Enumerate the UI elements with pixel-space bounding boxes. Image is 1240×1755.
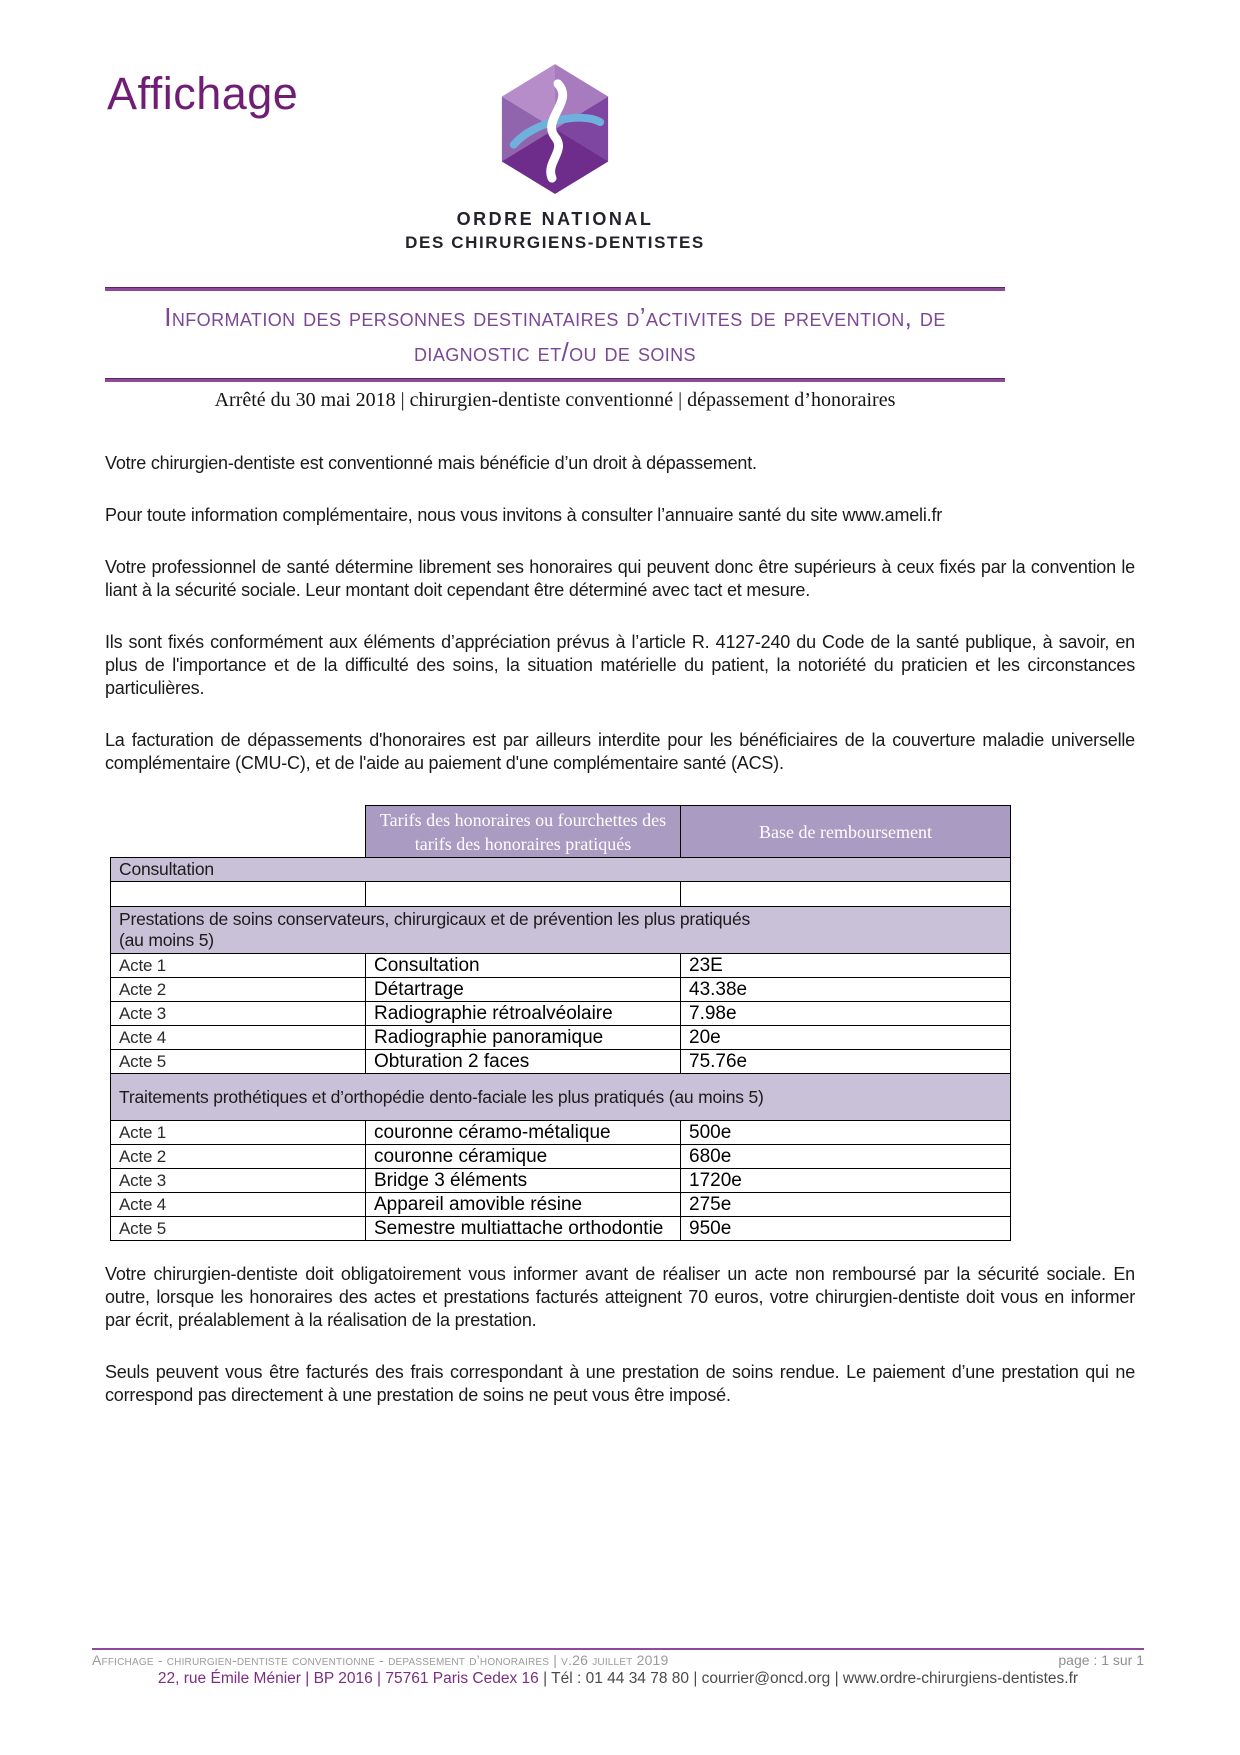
body-paragraph: Votre chirurgien-dentiste est conventionné mais bénéficie d’un droit à dépassement.: [105, 453, 757, 473]
acte-cell: Acte 3: [111, 1002, 366, 1026]
tarif-cell: 275e: [681, 1193, 1011, 1217]
table-row: [111, 1121, 1011, 1145]
table-band-row: [111, 858, 1011, 882]
acte-label-cell: Bridge 3 éléments: [366, 1169, 681, 1193]
heading-rule-bottom: [105, 378, 1005, 382]
acte-label-cell: Radiographie rétroalvéolaire: [366, 1002, 681, 1026]
table-empty-row: [111, 882, 1011, 907]
column-header-base-remboursement: Base de remboursement: [681, 806, 1011, 858]
acte-cell: Acte 2: [111, 978, 366, 1002]
table-row: [111, 954, 1011, 978]
table-header-row: [111, 806, 1011, 858]
footer-address: 22, rue Émile Ménier | BP 2016 | 75761 Paris Cedex 16: [157, 1670, 539, 1687]
tarif-cell: 680e: [681, 1145, 1011, 1169]
page-title: Affichage: [107, 68, 299, 119]
acte-label-cell: couronne céramique: [366, 1145, 681, 1169]
logo-text-line1: ORDRE NATIONAL: [456, 209, 654, 229]
document-title-line2: diagnostic et/ou de soins: [414, 337, 696, 367]
acte-label-cell: couronne céramo-métalique: [366, 1121, 681, 1145]
document-subtitle: Arrêté du 30 mai 2018 | chirurgien-dentiste conventionné | dépassement d’honoraires: [214, 389, 896, 411]
tarif-cell: 20e: [681, 1026, 1011, 1050]
table-row: [111, 1026, 1011, 1050]
table-row: [111, 1193, 1011, 1217]
table-row: [111, 1217, 1011, 1241]
document-title-line1: Information des personnes destinataires d’activites de prevention, de: [164, 302, 946, 332]
logo-text-line2: DES CHIRURGIENS-DENTISTES: [405, 233, 705, 252]
body-paragraph: Ils sont fixés conformément aux éléments d’appréciation prévus à l’article R. 4127-240 du Code de la santé publique, à savoir, en plus de l'importance et de la difficulté des soins, la situation matérielle du patient, la notoriété du praticien et les circonstances particulières.: [105, 632, 1135, 698]
band-consultation: Consultation: [111, 858, 1011, 882]
empty-cell: [111, 882, 366, 907]
tarif-cell: 23E: [681, 954, 1011, 978]
footer-contact: | Tél : 01 44 34 78 80 | courrier@oncd.org | www.ordre-chirurgiens-dentistes.fr: [543, 1670, 1079, 1687]
body-text: [105, 452, 1135, 804]
closing-text: [105, 1263, 1135, 1436]
table-row: [111, 1169, 1011, 1193]
table-ghost-cell: [111, 806, 366, 858]
tarif-cell: 75.76e: [681, 1050, 1011, 1074]
oncd-logo: [395, 62, 715, 253]
acte-cell: Acte 4: [111, 1026, 366, 1050]
acte-cell: Acte 3: [111, 1169, 366, 1193]
acte-label-cell: Consultation: [366, 954, 681, 978]
table-band-row: [111, 1074, 1011, 1121]
empty-cell: [681, 882, 1011, 907]
body-paragraph: Pour toute information complémentaire, nous vous invitons à consulter l’annuaire santé du site www.ameli.fr: [105, 505, 943, 525]
acte-cell: Acte 1: [111, 954, 366, 978]
document-title: [105, 291, 1005, 378]
body-paragraph: Votre professionnel de santé détermine librement ses honoraires qui peuvent donc être supérieurs à ceux fixés par la convention le liant à la sécurité sociale. Leur montant doit cependant être déterminé avec tact et mesure.: [105, 557, 1135, 600]
acte-label-cell: Appareil amovible résine: [366, 1193, 681, 1217]
acte-label-cell: Radiographie panoramique: [366, 1026, 681, 1050]
body-paragraph: Votre chirurgien-dentiste doit obligatoirement vous informer avant de réaliser un acte non remboursé par la sécurité sociale. En outre, lorsque les honoraires des actes et prestations facturés atteignent 70 euros, votre chirurgien-dentiste doit vous en informer par écrit, préalablement à la réalisation de la prestation.: [105, 1264, 1135, 1330]
tarif-cell: 500e: [681, 1121, 1011, 1145]
band-prestations-line1: Prestations de soins conservateurs, chirurgicaux et de prévention les plus pratiqués: [119, 909, 751, 929]
acte-cell: Acte 5: [111, 1050, 366, 1074]
page-footer: [92, 1648, 1144, 1688]
empty-cell: [366, 882, 681, 907]
acte-label-cell: Semestre multiattache orthodontie: [366, 1217, 681, 1241]
table-row: [111, 978, 1011, 1002]
body-paragraph: Seuls peuvent vous être facturés des frais correspondant à une prestation de soins rendue. Le paiement d’une prestation qui ne correspond pas directement à une prestation de soins ne peut vous être imposé.: [105, 1362, 1135, 1405]
table-row: [111, 1145, 1011, 1169]
table-row: [111, 1002, 1011, 1026]
acte-cell: Acte 1: [111, 1121, 366, 1145]
footer-rule: [92, 1648, 1144, 1650]
acte-cell: Acte 2: [111, 1145, 366, 1169]
table-row: [111, 1050, 1011, 1074]
acte-label-cell: Obturation 2 faces: [366, 1050, 681, 1074]
band-traitements: Traitements prothétiques et d’orthopédie dento-faciale les plus pratiqués (au moins 5): [111, 1074, 1011, 1121]
hexagon-tooth-logo-icon: [395, 62, 715, 196]
acte-cell: Acte 4: [111, 1193, 366, 1217]
document-heading: [105, 287, 1005, 412]
column-header-tarifs: Tarifs des honoraires ou fourchettes des tarifs des honoraires pratiqués: [366, 806, 681, 858]
footer-page-number: page : 1 sur 1: [1058, 1652, 1144, 1668]
tarif-cell: 950e: [681, 1217, 1011, 1241]
acte-label-cell: Détartrage: [366, 978, 681, 1002]
body-paragraph: La facturation de dépassements d'honoraires est par ailleurs interdite pour les bénéficiaires de la couverture maladie universelle complémentaire (CMU-C), et de l'aide au paiement d'une complémentaire santé (ACS).: [105, 730, 1135, 773]
acte-cell: Acte 5: [111, 1217, 366, 1241]
tariff-table: [110, 805, 1011, 1241]
tarif-cell: 1720e: [681, 1169, 1011, 1193]
table-band-row: [111, 907, 1011, 954]
band-prestations: [111, 907, 1011, 954]
tarif-cell: 7.98e: [681, 1002, 1011, 1026]
footer-doc-reference: Affichage - chirurgien-dentiste conventionne - depassement d’honoraires | v.26 juillet 2019: [92, 1652, 669, 1668]
band-prestations-line2: (au moins 5): [119, 930, 214, 950]
tarif-cell: 43.38e: [681, 978, 1011, 1002]
